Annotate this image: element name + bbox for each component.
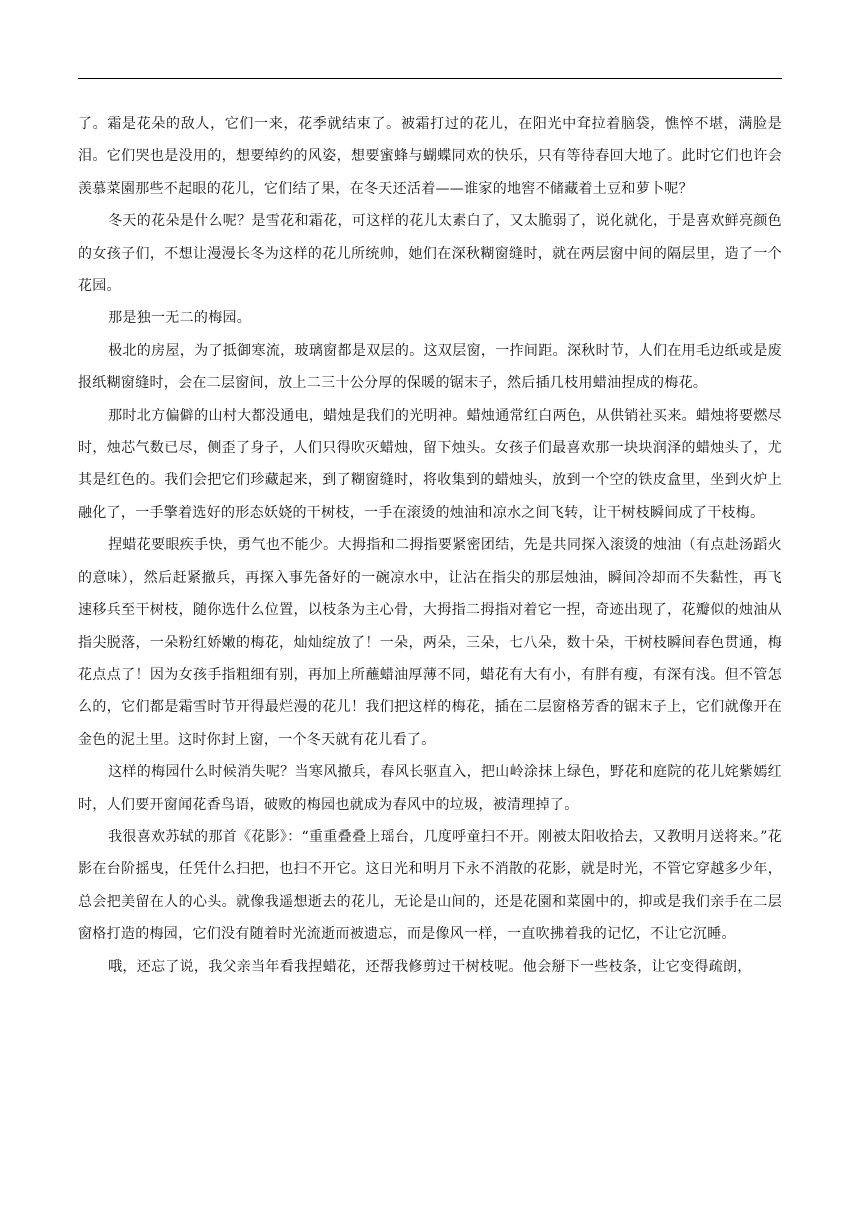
header-rule <box>78 78 782 79</box>
body-text <box>78 108 782 983</box>
paragraph-9: 哦，还忘了说，我父亲当年看我捏蜡花，还帮我修剪过干树枝呢。他会掰下一些枝条，让它变得疏朗， <box>108 958 752 975</box>
paragraph-4: 极北的房屋，为了抵御寒流，玻璃窗都是双层的。这双层窗，一拃间距。深秋时节，人们在用毛边纸或是废报纸糊窗缝时，会在二层窗间，放上二三十公分厚的保暖的锯末子，然后插几枝用蜡油捏成的梅花。 <box>78 342 782 392</box>
paragraph-8: 我很喜欢苏轼的那首《花影》：“重重叠叠上瑶台，几度呼童扫不开。刚被太阳收拾去，又教明月送将来。”花影在台阶摇曳，任凭什么扫把，也扫不开它。这日光和明月下永不消散的花影，就是时光，不管它穿越多少年，总会把美留在人的心头。就像我遥想逝去的花儿，无论是山间的，还是花園和菜園中的，抑或是我们亲手在二层窗格打造的梅园，它们没有随着时光流逝而被遗忘，而是像风一样，一直吹拂着我的记忆，不让它沉睡。 <box>78 828 782 943</box>
paragraph-7: 这样的梅园什么时候消失呢？当寒风撤兵，春风长驱直入，把山岭涂抹上绿色，野花和庭院的花儿姹紫嫣红时，人们要开窗闻花香鸟语，破败的梅园也就成为春风中的垃圾，被清理掉了。 <box>78 764 782 813</box>
paragraph-6: 捏蜡花要眼疾手快，勇气也不能少。大拇指和二拇指要紧密团结，先是共同探入滚烫的烛油（有点赴汤蹈火的意味），然后赶紧撤兵，再探入事先备好的一碗凉水中，让沾在指尖的那层烛油，瞬间冷却而不失黏性，再飞速移兵至干树枝，随你选什么位置，以枝条为主心骨，大拇指二拇指对着它一捏，奇迹出现了，花瓣似的烛油从指尖脱落，一朵粉红娇嫩的梅花，灿灿绽放了！一朵，两朵，三朵，七八朵，数十朵，干树枝瞬间春色贯通，梅花点点了！因为女孩手指粗细有别，再加上所蘸蜡油厚薄不同，蜡花有大有小，有胖有瘦，有深有浅。但不管怎么的，它们都是霜雪时节开得最烂漫的花儿！我们把这样的梅花，插在二层窗格芳香的锯末子上，它们就像开在金色的泥土里。这时你封上窗，一个冬天就有花儿看了。 <box>78 537 782 748</box>
paragraph-5: 那时北方偏僻的山村大都没通电，蜡烛是我们的光明神。蜡烛通常红白两色，从供销社买来。蜡烛将要燃尽时，烛芯气数已尽，侧歪了身子，人们只得吹灭蜡烛，留下烛头。女孩子们最喜欢那一块块润泽的蜡烛头了，尤其是红色的。我们会把它们珍藏起来，到了糊窗缝时，将收集到的蜡烛头，放到一个空的铁皮盒里，坐到火炉上融化了，一手擎着选好的形态妖娆的干树枝，一手在滚烫的烛油和凉水之间飞转，让干树枝瞬间成了干枝梅。 <box>78 407 782 521</box>
paragraph-1: 了。霜是花朵的敌人，它们一来，花季就结束了。被霜打过的花儿，在阳光中耷拉着脑袋，憔悴不堪，满脸是泪。它们哭也是没用的，想要绰约的风姿，想要蜜蜂与蝴蝶同欢的快乐，只有等待春回大地了。此时它们也许会羡慕菜園那些不起眼的花儿，它们结了果，在冬天还活着——谁家的地窖不储藏着土豆和萝卜呢？ <box>78 116 782 197</box>
paragraph-2: 冬天的花朵是什么呢？是雪花和霜花，可这样的花儿太素白了，又太脆弱了，说化就化，于是喜欢鲜亮颜色的女孩子们，不想让漫漫长冬为这样的花儿所统帅，她们在深秋糊窗缝时，就在两层窗中间的隔层里，造了一个花园。 <box>78 213 782 295</box>
paragraph-3: 那是独一无二的梅园。 <box>108 310 252 327</box>
